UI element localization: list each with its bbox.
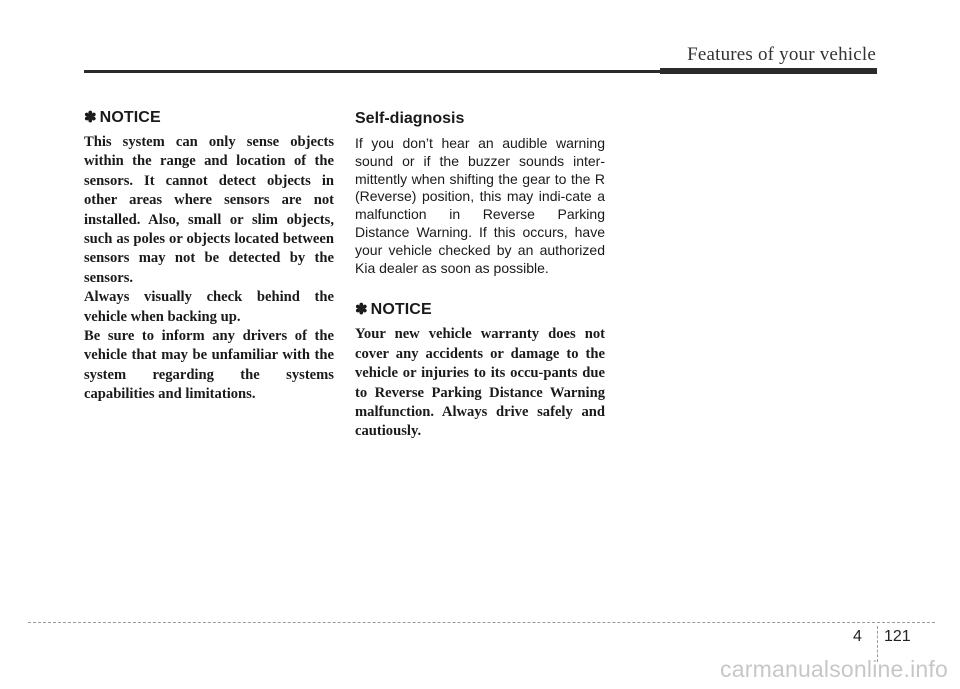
notice-star-icon: ✽ [84,109,97,126]
notice-body [84,133,334,405]
page-number: 121 [884,628,911,645]
section-body: If you don’t hear an audible warning sound or if the buzzer sounds inter-mittently when shifting the gear to the R (Reverse) position, this may indi-cate a malfunction in Reverse Parking Distance Warning. If this occurs, have your vehicle checked by an authorized Kia dealer as soon as possible. [355,135,605,276]
self-diagnosis-section [355,110,605,277]
notice-star-icon: ✽ [355,301,368,319]
notice-paragraph: Be sure to inform any drivers of the vehicle that may be unfamiliar with the system regarding the systems capabilities and limitations. [84,328,334,403]
notice-paragraph: Always visually check behind the vehicle when backing up. [84,289,334,325]
header-rule-accent [660,68,877,74]
notice-heading-text: NOTICE [370,301,432,319]
section-title: Features of your vehicle [687,44,876,65]
chapter-number: 4 [853,628,862,645]
footer-dashed-rule [28,622,935,623]
notice-heading-text: NOTICE [99,109,161,126]
section-heading: Self-diagnosis [355,110,465,127]
notice-box [84,108,334,405]
notice-paragraph: This system can only sense objects within the range and location of the sensors. It cannot detect objects in other areas where sensors are not installed. Also, small or slim objects, such as poles or objects located between sensors may not be detected by the sensors. [84,134,334,286]
notice-box [355,300,605,441]
right-column [355,108,605,442]
notice-heading [84,108,334,127]
watermark: carmanualsonline.info [720,656,948,682]
header-rule [84,70,662,73]
notice-body [355,325,605,441]
notice-heading [355,300,605,319]
notice-paragraph: Your new vehicle warranty does not cover any accidents or damage to the vehicle or injuries to its occu-pants due to Reverse Parking Distance Warning malfunction. Always drive safely and cautiously. [355,326,605,440]
left-column [84,108,334,405]
